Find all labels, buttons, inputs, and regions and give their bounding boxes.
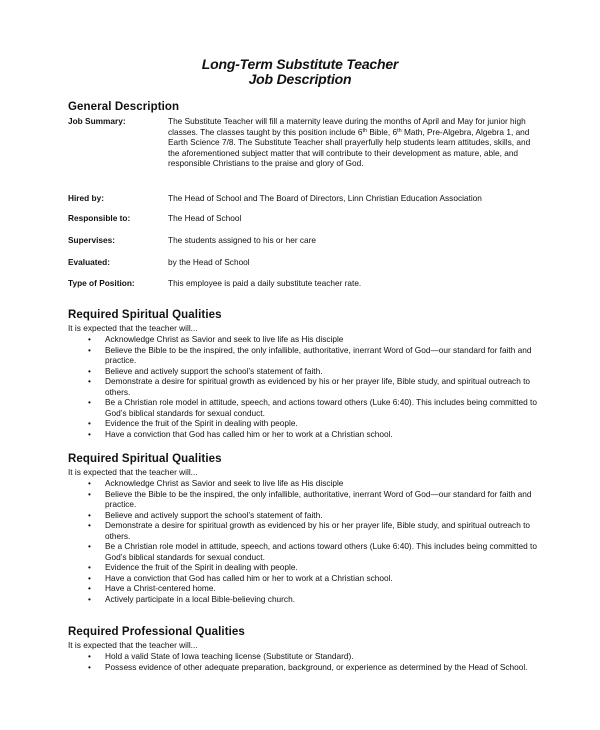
bullet-icon: • [88, 428, 91, 439]
list-item: • Acknowledge Christ as Savior and seek to live life as His disciple [88, 478, 344, 488]
superscript-th: th [397, 127, 402, 134]
bullet-icon: • [88, 593, 91, 604]
list-item: • Possess evidence of other adequate preparation, background, or experience as determined by the Head of School. [88, 661, 528, 672]
document-title-line-2: Job Description [248, 71, 352, 87]
bullet-icon: • [88, 541, 91, 551]
bullet-icon: • [88, 344, 91, 355]
list-item: • Believe and actively support the school’s statement of faith. [88, 509, 323, 520]
responsible-to-value: The Head of School [168, 213, 242, 223]
supervises-value: The students assigned to his or her care [168, 235, 317, 245]
professional-qualities-heading: Required Professional Qualities [68, 626, 245, 638]
list-item: • Demonstrate a desire for spiritual growth as evidenced by his or her prayer life, Bible study, and spiritual outreach to others. [88, 520, 531, 541]
bullet-icon: • [88, 397, 91, 407]
list-item: • Evidence the fruit of the Spirit in dealing with people. [88, 418, 298, 428]
general-description-heading: General Description [68, 101, 180, 113]
bullet-icon: • [88, 488, 91, 499]
list-item: • Actively participate in a local Bible-believing church. [88, 593, 296, 604]
responsible-to-label: Responsible to: [68, 213, 131, 223]
job-summary-value: The Substitute Teacher will fill a maternity leave during the months of April and May for junior high classes. The classes taught by this position include 6th Bible, 6th Math, Pre-Algebra, Algebra 1, and Earth Science 7/8. The Substitute Teacher shall prayerfully help students learn attitudes, skills, and the aforementioned subject matter that will contribute to their development as mature, able, and responsible Christians to the praise and glory of God. [168, 116, 531, 168]
spiritual-qualities-intro: It is expected that the teacher will... [68, 323, 198, 333]
list-item: • Evidence the fruit of the Spirit in dealing with people. [88, 562, 298, 572]
spiritual-qualities-intro-repeat: It is expected that the teacher will... [68, 467, 198, 477]
supervises-label: Supervises: [68, 235, 116, 245]
professional-qualities-intro: It is expected that the teacher will... [68, 640, 198, 650]
type-of-position-label: Type of Position: [68, 278, 135, 288]
bullet-icon: • [88, 376, 91, 386]
bullet-icon: • [88, 583, 91, 593]
document-title-line-1: Long-Term Substitute Teacher [201, 56, 399, 72]
superscript-th: th [362, 127, 368, 134]
bullet-icon: • [88, 478, 91, 488]
list-item: • Believe the Bible to be the inspired, the only infallible, authoritative, inerrant Word of God—our standard for faith and practice. [88, 344, 532, 365]
spiritual-qualities-list-repeat [68, 478, 538, 604]
list-item: • Have a conviction that God has called him or her to work at a Christian school. [88, 428, 393, 439]
list-item: • Hold a valid State of Iowa teaching license (Substitute or Standard). [88, 651, 354, 661]
evaluated-value: by the Head of School [168, 257, 250, 267]
type-of-position-value: This employee is paid a daily substitute teacher rate. [168, 278, 362, 288]
list-item: • Demonstrate a desire for spiritual growth as evidenced by his or her prayer life, Bible study, and spiritual outreach to others. [88, 376, 531, 397]
hired-by-label: Hired by: [68, 193, 104, 203]
bullet-icon: • [88, 334, 91, 344]
evaluated-label: Evaluated: [68, 257, 110, 267]
list-item: • Acknowledge Christ as Savior and seek to live life as His disciple [88, 334, 344, 344]
bullet-icon: • [88, 661, 91, 672]
bullet-icon: • [88, 418, 91, 428]
spiritual-qualities-heading: Required Spiritual Qualities [68, 309, 222, 321]
job-summary-label: Job Summary: [68, 116, 126, 126]
bullet-icon: • [88, 365, 91, 376]
hired-by-value: The Head of School and The Board of Directors, Linn Christian Education Association [168, 193, 482, 203]
bullet-icon: • [88, 651, 91, 661]
list-item: • Be a Christian role model in attitude, speech, and actions toward others (Luke 6:40). This includes being committed to God’s biblical standards for sexual conduct. [88, 541, 537, 562]
list-item: • Have a Christ-centered home. [88, 583, 216, 593]
spiritual-qualities-list [68, 334, 538, 439]
list-item: • Believe and actively support the school’s statement of faith. [88, 365, 323, 376]
spiritual-qualities-heading-repeat: Required Spiritual Qualities [68, 453, 222, 465]
bullet-icon: • [88, 509, 91, 520]
bullet-icon: • [88, 572, 91, 583]
bullet-icon: • [88, 562, 91, 572]
professional-qualities-list [68, 651, 538, 672]
list-item: • Believe the Bible to be the inspired, the only infallible, authoritative, inerrant Word of God—our standard for faith and practice. [88, 488, 532, 509]
bullet-icon: • [88, 520, 91, 530]
list-item: • Have a conviction that God has called him or her to work at a Christian school. [88, 572, 393, 583]
list-item: • Be a Christian role model in attitude, speech, and actions toward others (Luke 6:40). This includes being committed to God’s biblical standards for sexual conduct. [88, 397, 537, 418]
